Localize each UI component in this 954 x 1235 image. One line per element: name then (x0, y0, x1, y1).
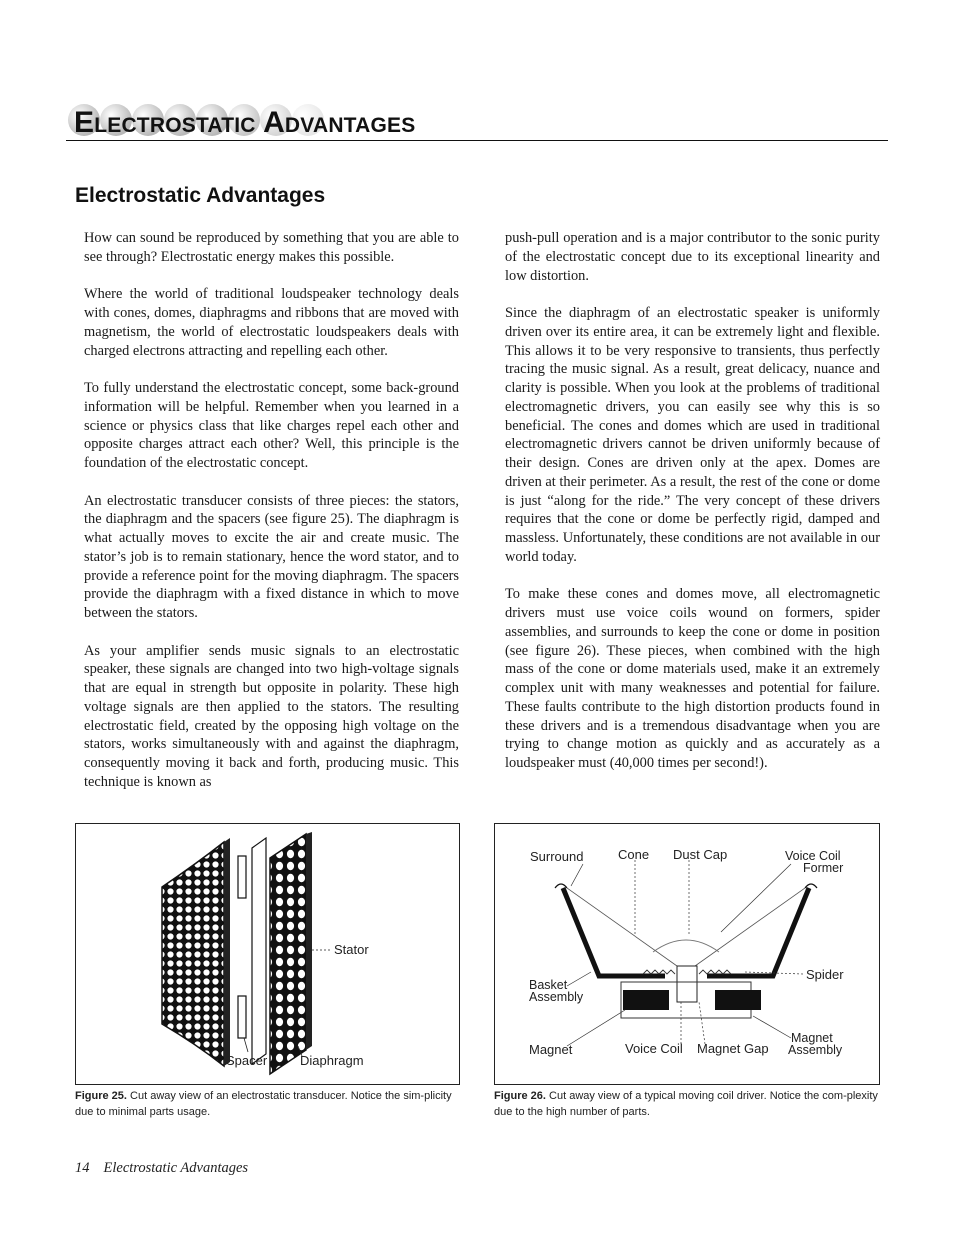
label-voice-coil-former-line1: Voice Coil (785, 849, 841, 863)
label-diaphragm: Diaphragm (300, 1053, 364, 1068)
paragraph: As your amplifier sends music signals to an electrostatic speaker, these signals are changed into two high-voltage signals that are equal in strength but opposite in polarity. These high voltage signals are then applied to the stators. The resulting electrostatic field, created by the opposing high voltage on the stators, works simultaneously with and against the diaphragm, consequently moving it back and forth, producing music. This technique is known as (84, 642, 459, 790)
title-bar (66, 100, 888, 141)
paragraph: To make these cones and domes move, all electromagnetic drivers must use voice coils wound on formers, spider assemblies, and surrounds to keep the cone or dome in position (see figure 26). These pieces, when combined with the high mass of the cone or dome materials used, make it an extremely complex unit with many weaknesses and potential for failure. These faults contribute to the high distortion products found in these drivers and is a tremendous disadvantage when you are trying to change motion as quickly and as accurately as a loudspeaker must (40,000 times per second!). (505, 586, 880, 771)
caption-label: Figure 25. (75, 1090, 127, 1102)
right-text-column (505, 229, 880, 792)
label-basket-line1: Basket (529, 978, 568, 992)
caption-text: Cut away view of an electrostatic transducer. Notice the sim-plicity due to minimal parts usage. (75, 1090, 452, 1118)
figure-26-moving-coil-driver (494, 823, 880, 1085)
page-footer (75, 1160, 262, 1177)
paragraph: How can sound be reproduced by something that you are able to see through? Electrostatic energy makes this possible. (84, 230, 459, 265)
section-heading: Electrostatic Advantages (75, 184, 326, 207)
label-spider: Spider (806, 967, 844, 982)
page-title: Electrostatic Advantages (74, 106, 416, 139)
label-cone: Cone (618, 847, 650, 862)
label-magnet-assembly-line2: Assembly (788, 1043, 843, 1057)
label-spacer: Spacer (226, 1053, 268, 1068)
label-stator: Stator (334, 942, 369, 957)
label-voice-coil-former-line2: Former (803, 861, 844, 875)
label-magnet: Magnet (529, 1042, 573, 1057)
label-basket-line2: Assembly (529, 990, 584, 1004)
figure-26-caption (494, 1088, 879, 1120)
running-title: Electrostatic Advantages (103, 1160, 249, 1176)
figure-25-caption (75, 1088, 460, 1120)
label-magnet-assembly-line1: Magnet (791, 1031, 833, 1045)
paragraph: To fully understand the electrostatic concept, some back-ground information will be helpful. Remember when you learned in a science or physics class that like charges repel each other and opposite charges attract each other? Well, this principle is the foundation of the electrostatic concept. (84, 380, 459, 471)
paragraph: An electrostatic transducer consists of three pieces: the stators, the diaphragm and the spacers (see figure 25). The diaphragm is what actually moves to excite the air and create music. The stator’s job is to remain stationary, hence the word stator, and to provide a reference point for the moving diaphragm. The spacers provide the diaphragm with a fixed distance in which to move between the stators. (84, 492, 459, 621)
figure-25-electrostatic-transducer (75, 823, 460, 1085)
paragraph: Where the world of traditional loudspeaker technology deals with cones, domes, diaphragms and ribbons that are moved with magnetism, the world of electrostatic loudspeakers deals with charged electrons attracting and repelling each other. (84, 286, 459, 359)
paragraph: push-pull operation and is a major contributor to the sonic purity of the electrostatic concept due to its exceptional linearity and low distortion. (505, 230, 880, 284)
paragraph: Since the diaphragm of an electrostatic speaker is uniformly driven over its entire area, it can be extremely light and flexible. This allows it to be very responsive to transients, thus perfectly tracing the music signal. As a result, great delicacy, nuance and clarity is possible. When you look at the problems of traditional electromagnetic drivers, you can easily see why this is so beneficial. The cones and domes which are used in traditional electromagnetic drivers cannot be driven uniformly because of their design. Cones are driven only at the apex. Domes are driven at their perimeter. As a result, the rest of the cone or dome is just “along for the ride.” The very concept of these drivers requires that the cone or dome be perfectly rigid, damped and massless. Unfortunately, these conditions are not available in our world today. (505, 305, 880, 565)
caption-label: Figure 26. (494, 1090, 546, 1102)
label-surround: Surround (530, 849, 584, 864)
label-dust-cap: Dust Cap (673, 847, 728, 862)
label-magnet-gap: Magnet Gap (697, 1041, 769, 1056)
left-text-column (84, 229, 459, 810)
page-number: 14 (75, 1160, 90, 1176)
electrostatic-transducer-illustration (76, 824, 459, 1084)
label-voice-coil: Voice Coil (625, 1041, 683, 1056)
caption-text: Cut away view of a typical moving coil driver. Notice the com-plexity due to the high number of parts. (494, 1090, 878, 1118)
